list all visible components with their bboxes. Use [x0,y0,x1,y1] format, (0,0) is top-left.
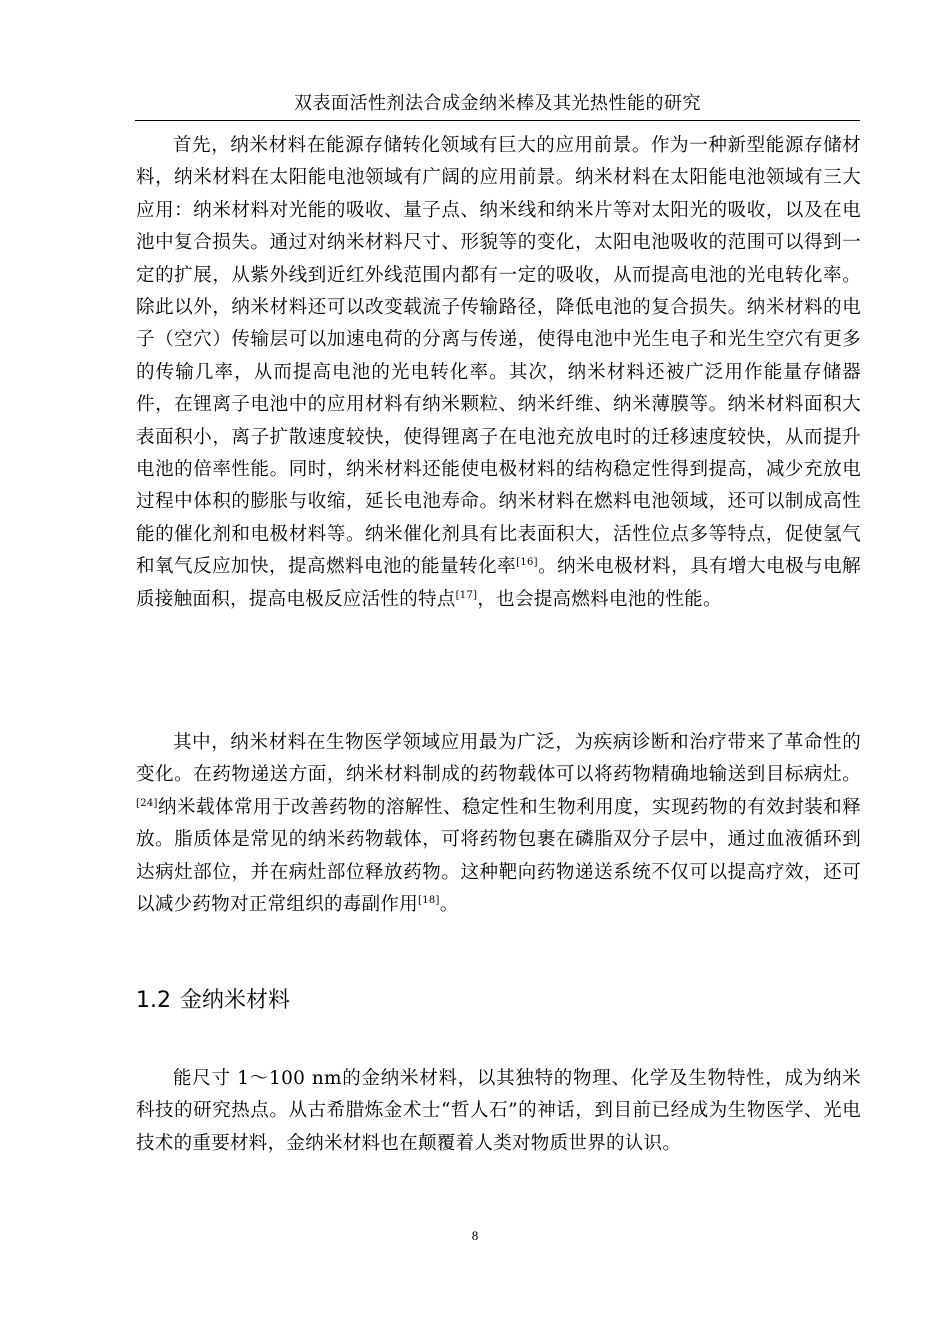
paragraph-text: 能尺寸 1～100 nm的金纳米材料，以其独特的物理、化学及生物特性，成为纳米科技的研究热点。从古希腊炼金术士“哲人石”的神话，到目前已经成为生物医学、光电技术的重要材料，金纳米材料也在颠覆着人类对物质世界的认识。 [136,1068,861,1154]
citation-24: [24] [136,797,158,809]
body-paragraph-1 [136,130,861,616]
running-header: 双表面活性剂法合成金纳米棒及其光热性能的研究 [135,88,860,121]
section-number: 1.2 [136,988,171,1013]
section-heading [136,986,290,1016]
paragraph-text: 其中，纳米材料在生物医学领域应用最为广泛，为疾病诊断和治疗带来了革命性的变化。在药物递送方面，纳米材料制成的药物载体可以将药物精确地输送到目标病灶。 [136,732,861,786]
citation-16: [16] [516,557,538,569]
paragraph-text: 纳米载体常用于改善药物的溶解性、稳定性和生物利用度，实现药物的有效封装和释放。脂质体是常见的纳米药物载体，可将药物包裹在磷脂双分子层中，通过血液循环到达病灶部位，并在病灶部位释放药物。这种靶向药物递送系统不仅可以提高疗效，还可以减少药物对正常组织的毒副作用 [136,796,861,916]
body-paragraph-3 [136,1063,861,1160]
body-paragraph-2 [136,727,861,921]
page-number: 8 [471,1228,479,1243]
paragraph-text: 首先，纳米材料在能源存储转化领域有巨大的应用前景。作为一种新型能源存储材料，纳米材料在太阳能电池领域有广阔的应用前景。纳米材料在太阳能电池领域有三大应用：纳米材料对光能的吸收、量子点、纳米线和纳米片等对太阳光的吸收，以及在电池中复合损失。通过对纳米材料尺寸、形貌等的变化，太阳电池吸收的范围可以得到一定的扩展，从紫外线到近红外线范围内都有一定的吸收，从而提高电池的光电转化率。除此以外，纳米材料还可以改变载流子传输路径，降低电池的复合损失。纳米材料的电子（空穴）传输层可以加速电荷的分离与传递，使得电池中光生电子和光生空穴有更多的传输几率，从而提高电池的光电转化率。其次，纳米材料还被广泛用作能量存储器件，在锂离子电池中的应用材料有纳米颗粒、纳米纤维、纳米薄膜等。纳米材料面积大表面积小，离子扩散速度较快，使得锂离子在电池充放电时的迁移速度较快，从而提升电池的倍率性能。同时，纳米材料还能使电极材料的结构稳定性得到提高，减少充放电过程中体积的膨胀与收缩，延长电池寿命。纳米材料在燃料电池领域，还可以制成高性能的催化剂和电极材料等。纳米催化剂具有比表面积大，活性位点多等特点，促使氢气和氧气反应加快，提高燃料电池的能量转化率 [136,135,861,578]
paragraph-text: ，也会提高燃料电池的性能。 [477,588,722,610]
paragraph-text: 。纳米电极材料，具有增大电极与电解质接触面积，提高电极反应活性的特点 [136,556,861,610]
citation-18: [18] [418,894,440,906]
paragraph-text: 。 [439,894,459,916]
citation-17: [17] [455,589,478,601]
section-title: 金纳米材料 [180,988,291,1013]
